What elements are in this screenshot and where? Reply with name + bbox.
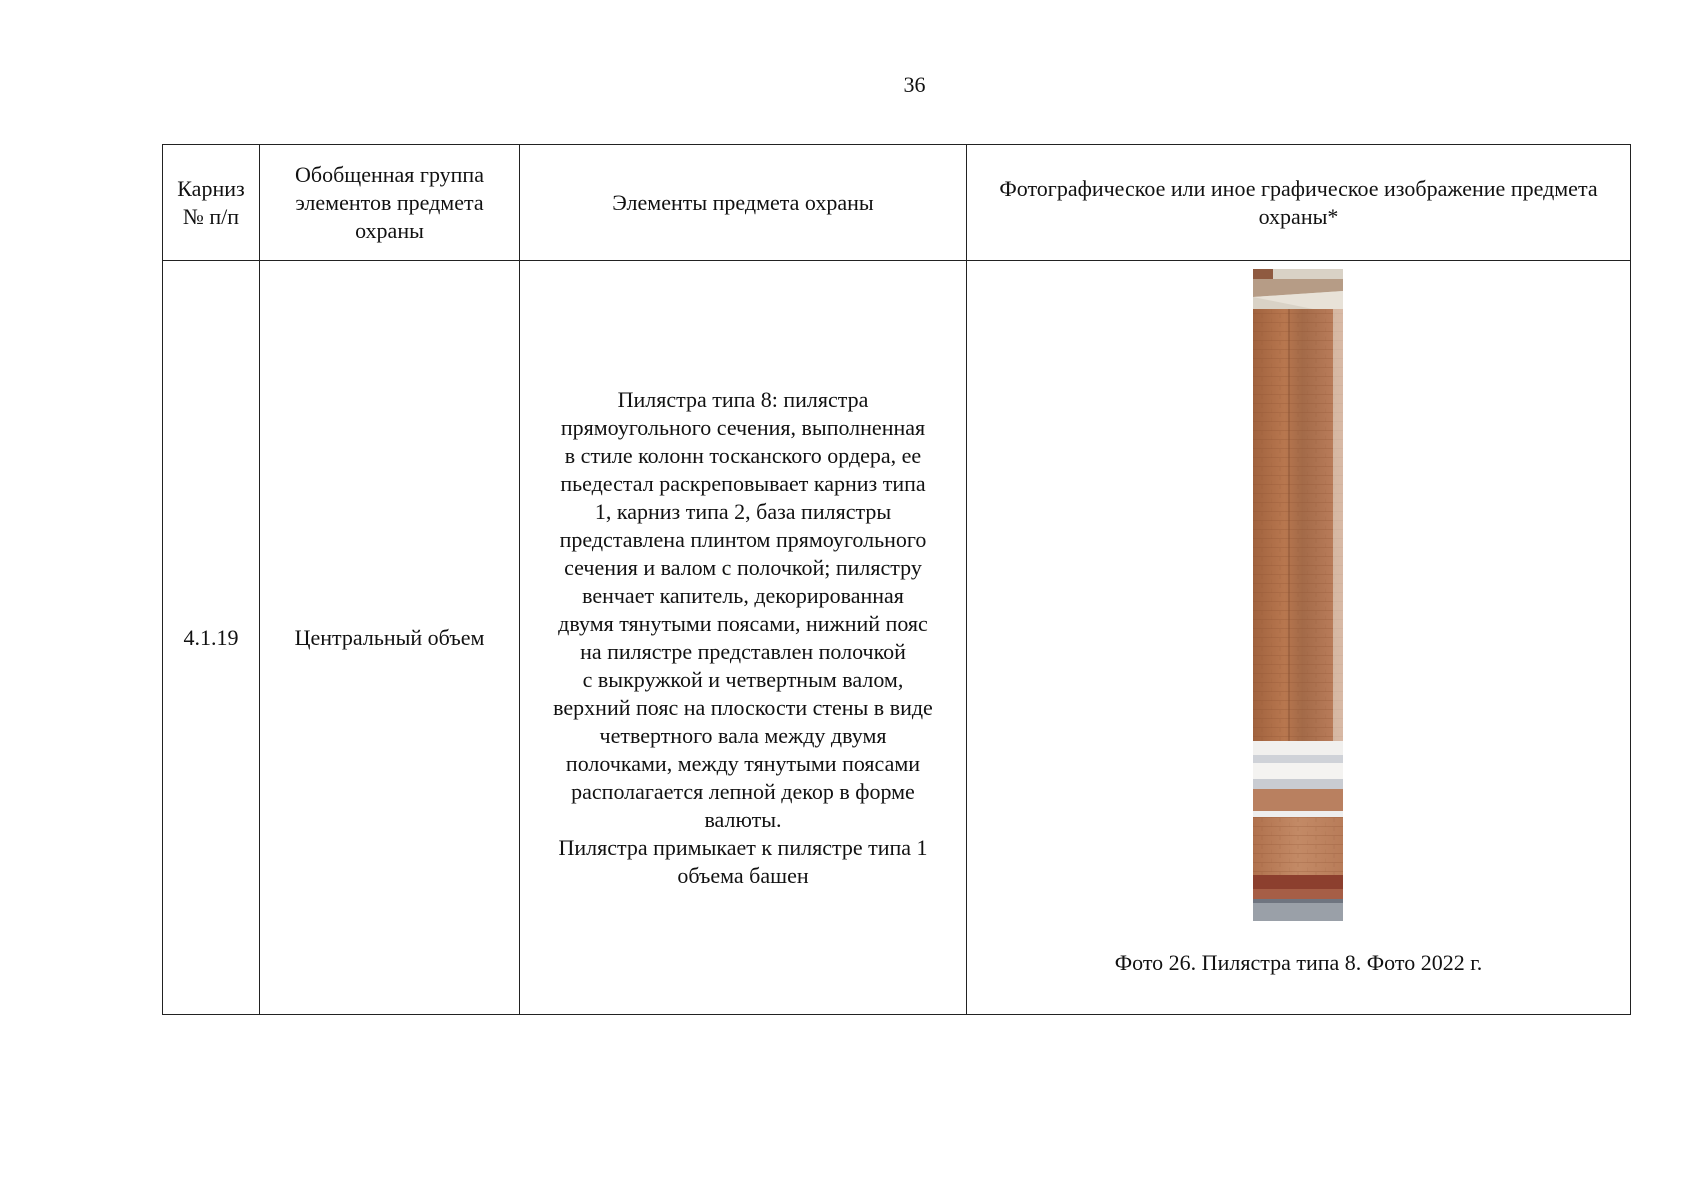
header-group (260, 145, 520, 261)
row-group: Центральный объем (294, 624, 485, 650)
row-description: Пилястра типа 8: пилястра прямоугольного сечения, выполненная в стиле колонн тосканского ордера, ее пьедестал раскреповывает карниз типа 1, карниз типа 2, база пилястры представлена плинтом прямоугольного сечения и валом с полочкой; пилястру венчает капитель, декорированная двумя тянутыми поясами, нижний пояс на пилястре представлен полочкой с выкружкой и четвертным валом, верхний пояс на плоскости стены в виде четвертного вала между двумя полочками, между тянутыми поясами располагается лепной декор в форме валюты. Пилястра примыкает к пилястре типа 1 объема башен (553, 386, 933, 888)
header-group-label: Обобщенная группа элементов предмета охраны (295, 161, 484, 243)
row-description-cell (520, 261, 967, 1015)
protection-table (162, 144, 1631, 1015)
header-elements-label: Элементы предмета охраны (612, 189, 874, 215)
row-number: 4.1.19 (183, 624, 239, 650)
header-number-label: Карниз № п/п (177, 175, 245, 229)
row-photo-cell (967, 261, 1631, 1015)
pilaster-photo (1253, 269, 1343, 921)
photo-caption: Фото 26. Пилястра типа 8. Фото 2022 г. (1114, 950, 1483, 975)
row-group-cell (260, 261, 520, 1015)
header-photo (967, 145, 1631, 261)
page-number: 36 (903, 72, 926, 97)
table-header-row (163, 145, 1631, 261)
table-row (163, 261, 1631, 1015)
header-elements (520, 145, 967, 261)
row-number-cell (163, 261, 260, 1015)
header-number (163, 145, 260, 261)
header-photo-label: Фотографическое или иное графическое изображение предмета охраны* (999, 175, 1598, 229)
